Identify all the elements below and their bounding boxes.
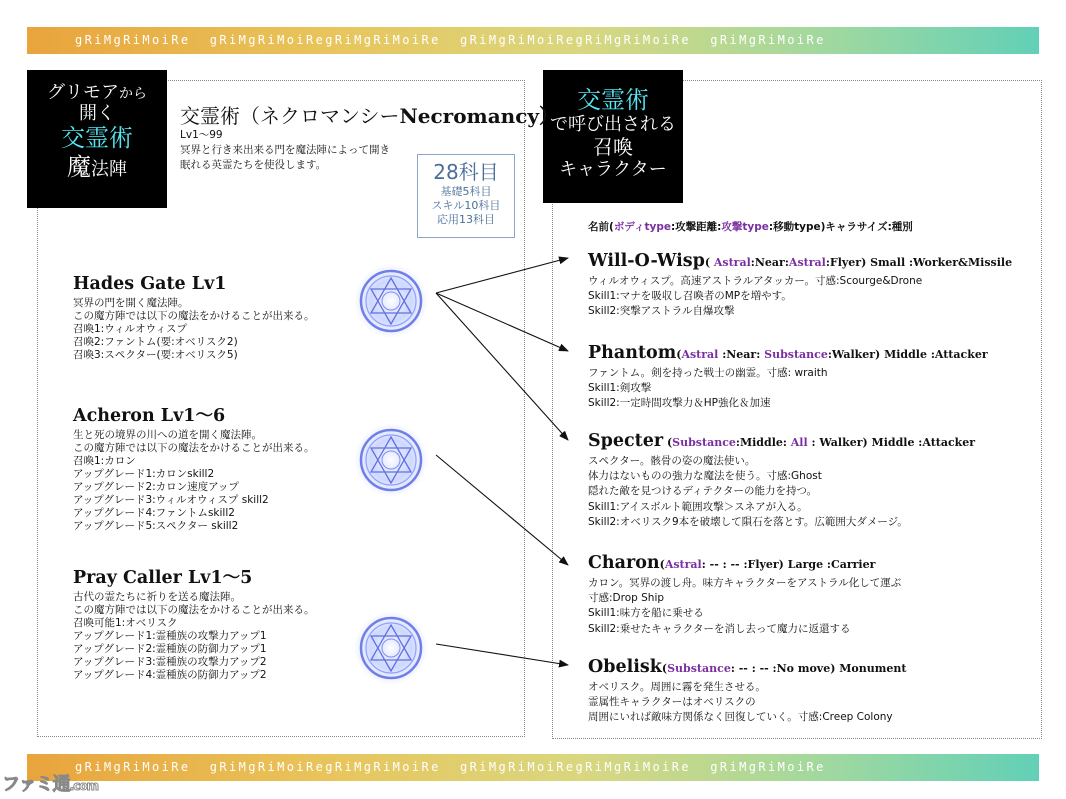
spec-part: Astral <box>713 256 751 269</box>
spell-title: Pray Caller Lv1～5 <box>73 568 253 588</box>
spec-part: ( <box>676 348 682 361</box>
character-spec <box>676 348 987 361</box>
character-line: Skill1:剣攻撃 <box>588 382 652 395</box>
character-spec <box>662 662 907 675</box>
character-name: Will-O-Wisp <box>588 251 705 271</box>
spell-line: 召喚2:ファントム(要:オベリスク2) <box>73 336 238 348</box>
badge-open: 開く <box>79 103 115 125</box>
spell-line: アップグレード3:ウィルオウィスプ skill2 <box>73 494 269 506</box>
character-will-o-wisp <box>588 250 1012 320</box>
watermark-suffix: .com <box>69 779 99 793</box>
page-title-jp: 交霊術（ネクロマンシー <box>180 104 400 128</box>
famitsu-watermark <box>2 770 98 796</box>
spell-title: Acheron Lv1～6 <box>73 406 226 426</box>
character-phantom <box>588 342 988 412</box>
legend-part: ボディtype <box>613 221 671 233</box>
spec-part: ( <box>659 558 665 571</box>
page-subtitle <box>180 128 390 173</box>
level-range: Lv1～99 <box>180 129 223 141</box>
badge-ma: 魔 <box>67 152 91 181</box>
watermark-main: ファミ通 <box>2 774 70 795</box>
description-line-2: 眠れる英霊たちを使役します。 <box>180 158 327 171</box>
spell-line: アップグレード1:霊種族の攻撃力アップ1 <box>73 630 267 642</box>
character-line: 周囲にいれば敵味方関係なく回復していく。寸感:Creep Colony <box>588 711 893 724</box>
badge-kara: から <box>119 86 147 102</box>
spell-line: 召喚1:カロン <box>73 455 136 467</box>
character-name: Obelisk <box>588 657 662 677</box>
spell-line: この魔方陣では以下の魔法をかけることが出来る。 <box>73 310 315 322</box>
character-name: Charon <box>588 553 660 573</box>
spec-part: Astral <box>788 256 826 269</box>
spec-part: :Flyer) Small :Worker&Missile <box>825 256 1013 269</box>
subject-applied: 応用13科目 <box>437 213 495 226</box>
bottom-banner: gRiMgRiMoiRe gRiMgRiMoiRegRiMgRiMoiRe gRiMgRiMoiRegRiMgRiMoiRe gRiMgRiMoiRe <box>27 754 1039 781</box>
spell-line: アップグレード3:霊種族の攻撃力アップ2 <box>73 656 267 668</box>
spec-part: Substance <box>667 662 731 675</box>
right-badge-necromancy: 交霊術 <box>577 86 649 114</box>
subject-basic: 基礎5科目 <box>440 185 492 198</box>
spell-line: アップグレード4:ファントムskill2 <box>73 507 235 519</box>
legend-part: 攻撃type <box>721 221 769 233</box>
character-line: 霊属性キャラクターはオベリスクの <box>588 696 756 709</box>
spec-part: ( <box>663 436 673 449</box>
spec-part: ( <box>661 662 668 675</box>
character-name: Phantom <box>588 343 677 363</box>
spell-hades-gate <box>73 272 315 362</box>
character-line: Skill1:味方を船に乗せる <box>588 607 704 620</box>
spec-part: : -- : -- :Flyer) Large :Carrier <box>701 558 876 571</box>
character-line: 寸感:Drop Ship <box>588 592 665 605</box>
character-line: オベリスク。周囲に霧を発生させる。 <box>588 681 766 693</box>
character-line: ファントム。剣を持った戦士の幽霊。寸感: wraith <box>588 367 828 379</box>
spell-line: この魔方陣では以下の魔法をかけることが出来る。 <box>73 604 315 616</box>
character-line: Skill1:アイスボルト範囲攻撃＞スネアが入る。 <box>588 500 808 513</box>
spec-part: : Walker) Middle :Attacker <box>807 436 976 449</box>
character-line: 体力はないものの強力な魔法を使う。寸感:Ghost <box>588 470 822 483</box>
badge-necromancy: 交霊術 <box>61 124 133 153</box>
character-specter <box>588 430 975 530</box>
spell-line: アップグレード2:カロン速度アップ <box>73 481 239 493</box>
right-badge-character: キャラクター <box>559 159 667 181</box>
spec-part: ( <box>704 256 714 269</box>
spell-line: 生と死の境界の川への道を開く魔法陣。 <box>73 429 262 441</box>
spec-part: :Near: <box>718 348 765 361</box>
description-line-1: 冥界と行き来出来る門を魔法陣によって開き <box>180 143 390 156</box>
spell-line: 召喚可能1:オベリスク <box>73 617 178 629</box>
spell-line: アップグレード1:カロンskill2 <box>73 468 215 480</box>
character-line: スペクター。骸骨の姿の魔法使い。 <box>588 455 756 467</box>
spec-part: :Walker) Middle :Attacker <box>827 348 988 361</box>
legend-part: :攻撃距離: <box>670 221 722 233</box>
spec-part: All <box>790 436 808 449</box>
subject-skill: スキル10科目 <box>431 199 501 212</box>
character-line: Skill2:一定時間攻撃力＆HP強化＆加速 <box>588 397 771 410</box>
character-charon <box>588 552 901 637</box>
spell-line: 冥界の門を開く魔法陣。 <box>73 297 189 309</box>
character-line: カロン。冥界の渡し舟。味方キャラクターをアストラル化して運ぶ <box>588 577 902 589</box>
spell-title: Hades Gate Lv1 <box>73 274 227 294</box>
top-banner: gRiMgRiMoiRe gRiMgRiMoiRegRiMgRiMoiRe gRiMgRiMoiRegRiMgRiMoiRe gRiMgRiMoiRe <box>27 27 1039 54</box>
spell-acheron <box>73 404 315 533</box>
right-badge-summoned: で呼び出される <box>550 114 676 136</box>
subject-total: 28科目 <box>433 160 499 184</box>
spell-line: この魔方陣では以下の魔法をかけることが出来る。 <box>73 442 315 454</box>
character-line: Skill1:マナを吸収し召喚者のMPを増やす。 <box>588 290 792 303</box>
spell-line: アップグレード4:霊種族の防御力アップ2 <box>73 669 267 681</box>
left-badge <box>27 70 167 208</box>
magic-circle-icon <box>353 263 429 339</box>
character-spec <box>660 558 876 571</box>
magic-circle-icon <box>353 422 429 498</box>
right-badge-summon: 召喚 <box>593 134 633 159</box>
spell-line: アップグレード2:霊種族の防御力アップ1 <box>73 643 267 655</box>
spec-part: Astral <box>681 348 719 361</box>
magic-circle-icon <box>353 610 429 686</box>
character-spec <box>705 256 1012 269</box>
spell-line: 召喚3:スペクター(要:オベリスク5) <box>73 349 238 361</box>
character-line: 隠れた敵を見つけるディテクターの能力を持つ。 <box>588 485 818 498</box>
right-badge <box>543 70 683 203</box>
character-name: Specter <box>588 431 664 451</box>
legend-part: 名前( <box>588 221 614 233</box>
spec-part: Substance <box>764 348 828 361</box>
spec-part: :Middle: <box>735 436 791 449</box>
spell-line: アップグレード5:スペクター skill2 <box>73 520 239 532</box>
character-line: Skill2:オベリスク9本を破壊して隕石を落とす。広範囲大ダメージ。 <box>588 515 908 528</box>
character-line: ウィルオウィスプ。高速アストラルアタッカー。寸感:Scourge&Drone <box>588 275 923 287</box>
character-legend <box>588 219 913 234</box>
character-line: Skill2:突撃アストラル自爆攻撃 <box>588 305 735 318</box>
legend-part: :移動type)キャラサイズ:種別 <box>768 221 913 233</box>
spell-pray-caller <box>73 566 315 682</box>
page-title <box>180 100 559 129</box>
character-spec <box>663 436 975 449</box>
spec-part: Substance <box>672 436 736 449</box>
spell-line: 召喚1:ウィルオウィスプ <box>73 323 187 335</box>
spec-part: : -- : -- :No move) Monument <box>730 662 907 675</box>
badge-grimoire: グリモア <box>47 82 119 103</box>
spec-part: :Near: <box>750 256 789 269</box>
character-obelisk <box>588 656 906 726</box>
badge-houjin: 法陣 <box>91 158 127 180</box>
subject-count-box <box>417 154 515 238</box>
spell-line: 古代の霊たちに祈りを送る魔法陣。 <box>73 591 241 603</box>
page-title-en: Necromancy） <box>399 104 560 128</box>
spec-part: Astral <box>664 558 702 571</box>
character-line: Skill2:乗せたキャラクターを消し去って魔力に返還する <box>588 622 851 635</box>
